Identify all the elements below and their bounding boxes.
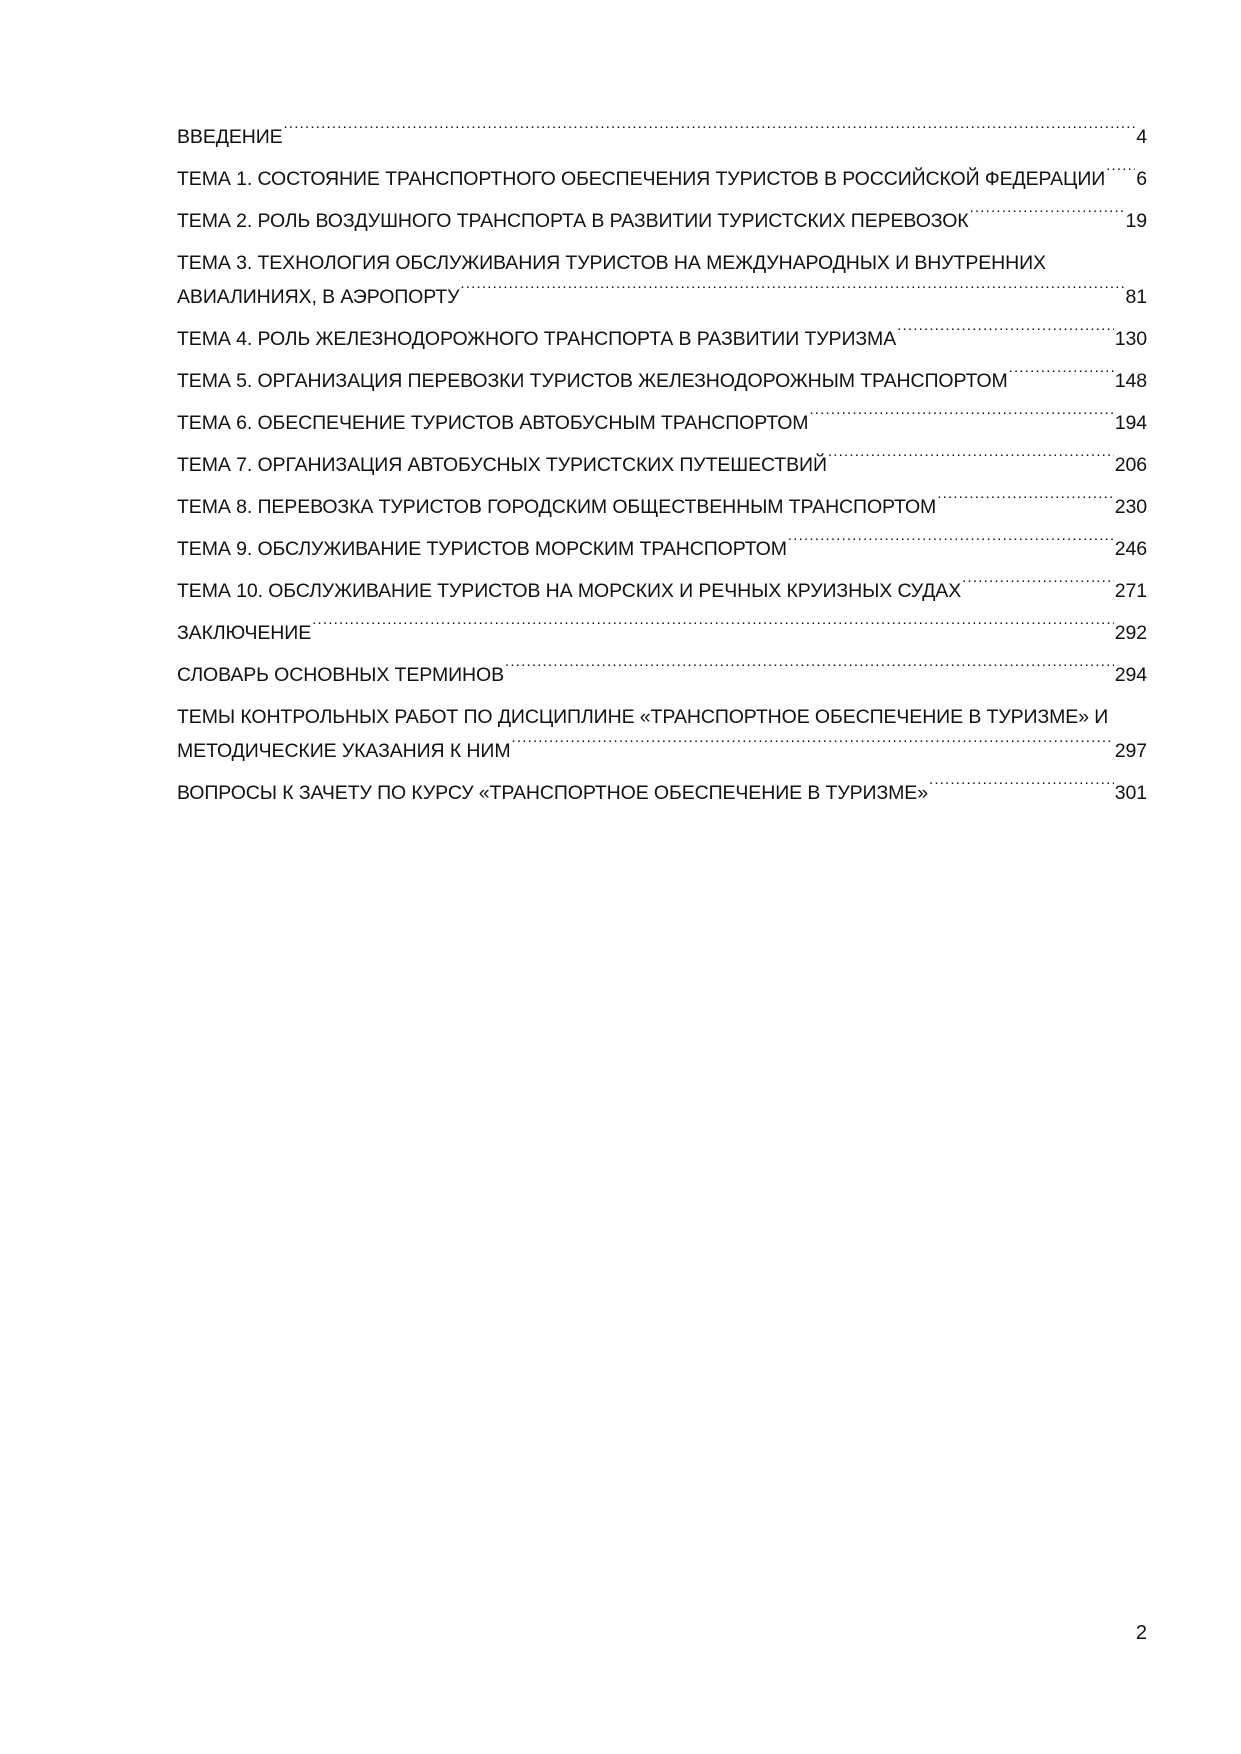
toc-entry-title: ТЕМА 4. РОЛЬ ЖЕЛЕЗНОДОРОЖНОГО ТРАНСПОРТА В РАЗВИТИИ ТУРИЗМА <box>177 328 897 350</box>
dot-leader <box>460 283 1124 303</box>
toc-entry-page: 4 <box>1136 126 1147 148</box>
page-number: 2 <box>1135 1622 1147 1644</box>
toc-entry-title: МЕТОДИЧЕСКИЕ УКАЗАНИЯ К НИМ <box>177 740 511 762</box>
toc-entry[interactable] <box>177 654 1147 696</box>
dot-leader <box>312 619 1114 639</box>
toc-entry-title: ТЕМА 5. ОРГАНИЗАЦИЯ ПЕРЕВОЗКИ ТУРИСТОВ ЖЕЛЕЗНОДОРОЖНЫМ ТРАНСПОРТОМ <box>177 370 1008 392</box>
toc-entry-page: 246 <box>1114 538 1147 560</box>
toc-entry-page: 294 <box>1114 664 1147 686</box>
table-of-contents <box>177 116 1147 814</box>
toc-entry-page: 230 <box>1114 496 1147 518</box>
toc-entry[interactable] <box>177 486 1147 528</box>
toc-entry-page: 292 <box>1114 622 1147 644</box>
toc-entry[interactable] <box>177 612 1147 654</box>
toc-entry-title: СЛОВАРЬ ОСНОВНЫХ ТЕРМИНОВ <box>177 664 504 686</box>
toc-entry-page: 6 <box>1136 168 1147 190</box>
toc-entry-title: ВОПРОСЫ К ЗАЧЕТУ ПО КУРСУ «ТРАНСПОРТНОЕ ОБЕСПЕЧЕНИЕ В ТУРИЗМЕ» <box>177 782 928 804</box>
dot-leader <box>284 123 1136 143</box>
toc-entry[interactable] <box>177 528 1147 570</box>
toc-entry-line <box>177 276 1147 318</box>
toc-entry-line <box>177 772 1147 814</box>
toc-entry-line <box>177 528 1147 570</box>
dot-leader <box>1106 165 1135 185</box>
toc-entry-title: ТЕМА 8. ПЕРЕВОЗКА ТУРИСТОВ ГОРОДСКИМ ОБЩЕСТВЕННЫМ ТРАНСПОРТОМ <box>177 496 937 518</box>
dot-leader <box>897 325 1114 345</box>
toc-entry-line <box>177 116 1147 158</box>
toc-entry[interactable] <box>177 116 1147 158</box>
toc-entry[interactable] <box>177 570 1147 612</box>
toc-entry-title: АВИАЛИНИЯХ, В АЭРОПОРТУ <box>177 286 460 308</box>
toc-entry-page: 301 <box>1114 782 1147 804</box>
toc-entry[interactable] <box>177 772 1147 814</box>
dot-leader <box>828 451 1114 471</box>
toc-entry-line <box>177 402 1147 444</box>
toc-entry-title: ТЕМА 9. ОБСЛУЖИВАНИЕ ТУРИСТОВ МОРСКИМ ТРАНСПОРТОМ <box>177 538 787 560</box>
dot-leader <box>937 493 1114 513</box>
toc-entry-line <box>177 360 1147 402</box>
toc-entry-title-line: ТЕМА 3. ТЕХНОЛОГИЯ ОБСЛУЖИВАНИЯ ТУРИСТОВ НА МЕЖДУНАРОДНЫХ И ВНУТРЕННИХ <box>177 252 1046 274</box>
toc-entry[interactable] <box>177 444 1147 486</box>
dot-leader <box>970 207 1125 227</box>
toc-entry-title-line: ТЕМЫ КОНТРОЛЬНЫХ РАБОТ ПО ДИСЦИПЛИНЕ «ТРАНСПОРТНОЕ ОБЕСПЕЧЕНИЕ В ТУРИЗМЕ» И <box>177 706 1109 728</box>
toc-entry-line <box>177 444 1147 486</box>
toc-entry-line <box>177 158 1147 200</box>
dot-leader <box>505 661 1114 681</box>
dot-leader <box>929 779 1114 799</box>
toc-entry-page: 148 <box>1114 370 1147 392</box>
toc-entry-title: ЗАКЛЮЧЕНИЕ <box>177 622 312 644</box>
toc-entry[interactable] <box>177 158 1147 200</box>
toc-entry-title: ТЕМА 2. РОЛЬ ВОЗДУШНОГО ТРАНСПОРТА В РАЗВИТИИ ТУРИСТСКИХ ПЕРЕВОЗОК <box>177 210 969 232</box>
toc-entry-line <box>177 730 1147 772</box>
dot-leader <box>962 577 1114 597</box>
dot-leader <box>511 737 1113 757</box>
toc-entry-page: 81 <box>1125 286 1147 308</box>
toc-entry-title: ТЕМА 6. ОБЕСПЕЧЕНИЕ ТУРИСТОВ АВТОБУСНЫМ ТРАНСПОРТОМ <box>177 412 809 434</box>
toc-entry-line <box>177 654 1147 696</box>
toc-entry-line <box>177 570 1147 612</box>
toc-entry-page: 19 <box>1125 210 1147 232</box>
toc-entry[interactable] <box>177 200 1147 242</box>
dot-leader <box>788 535 1114 555</box>
dot-leader <box>809 409 1113 429</box>
toc-entry-line <box>177 486 1147 528</box>
toc-entry-line <box>177 318 1147 360</box>
toc-entry-page: 297 <box>1114 740 1147 762</box>
dot-leader <box>1009 367 1114 387</box>
toc-entry-page: 130 <box>1114 328 1147 350</box>
toc-entry[interactable] <box>177 696 1147 772</box>
toc-entry-page: 271 <box>1114 580 1147 602</box>
toc-entry-title: ТЕМА 1. СОСТОЯНИЕ ТРАНСПОРТНОГО ОБЕСПЕЧЕНИЯ ТУРИСТОВ В РОССИЙСКОЙ ФЕДЕРАЦИИ <box>177 168 1106 190</box>
toc-entry[interactable] <box>177 242 1147 318</box>
toc-entry-title: ТЕМА 10. ОБСЛУЖИВАНИЕ ТУРИСТОВ НА МОРСКИХ И РЕЧНЫХ КРУИЗНЫХ СУДАХ <box>177 580 962 602</box>
toc-entry-line <box>177 200 1147 242</box>
toc-entry[interactable] <box>177 360 1147 402</box>
toc-entry-title: ВВЕДЕНИЕ <box>177 126 283 148</box>
toc-entry[interactable] <box>177 318 1147 360</box>
toc-entry-page: 206 <box>1114 454 1147 476</box>
toc-entry-page: 194 <box>1114 412 1147 434</box>
toc-entry[interactable] <box>177 402 1147 444</box>
toc-entry-line <box>177 612 1147 654</box>
toc-entry-title: ТЕМА 7. ОРГАНИЗАЦИЯ АВТОБУСНЫХ ТУРИСТСКИХ ПУТЕШЕСТВИЙ <box>177 454 827 476</box>
